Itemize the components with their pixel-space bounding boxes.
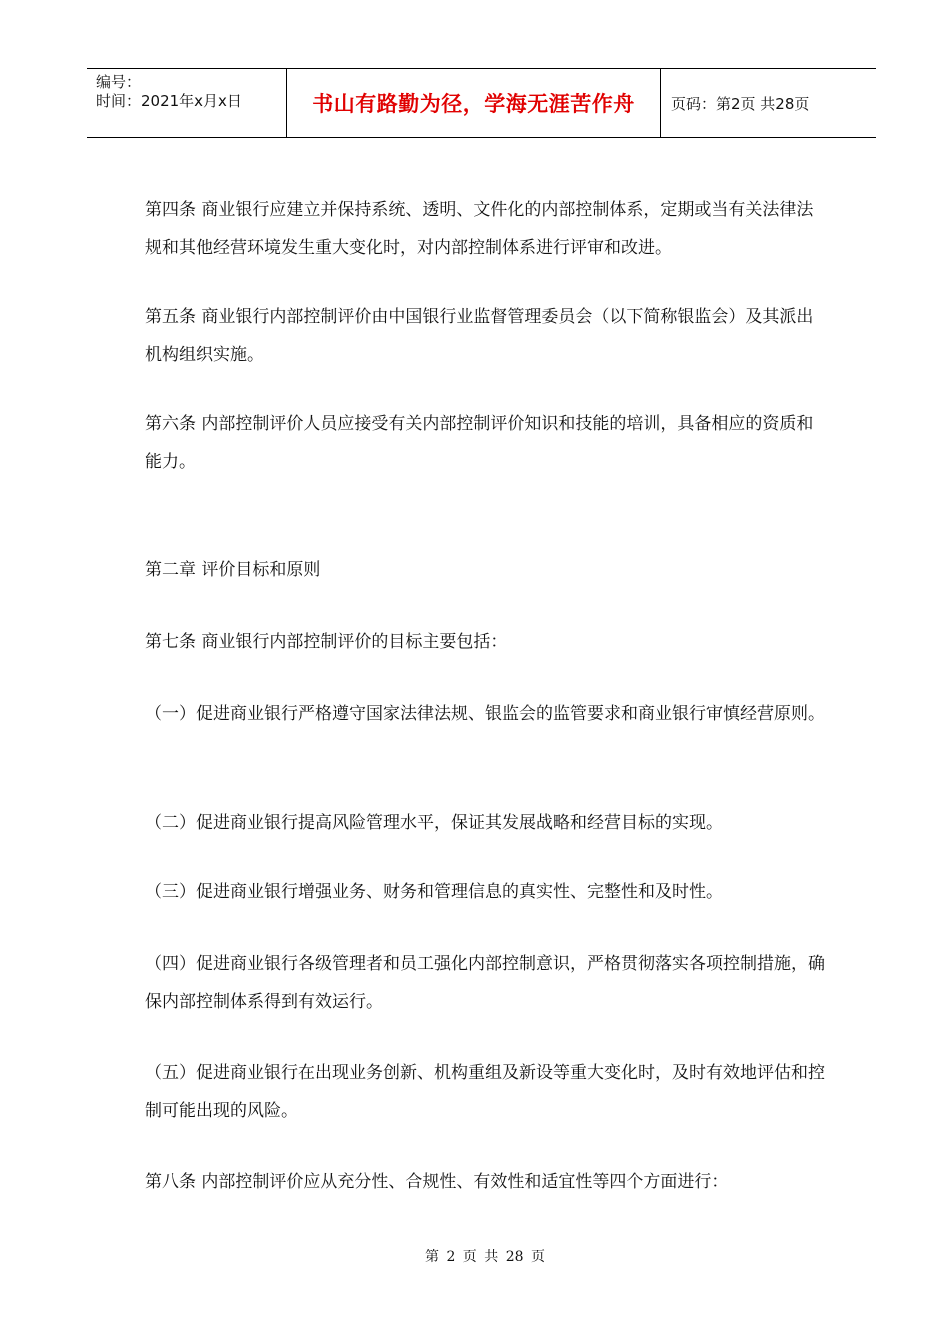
header-page-info: 页码：第2页 共28页 <box>671 94 810 113</box>
header-motto: 书山有路勤为径，学海无涯苦作舟 <box>287 69 661 137</box>
document-time-label: 时间：2021年x月x日 <box>96 92 242 110</box>
article-4: 第四条 商业银行应建立并保持系统、透明、文件化的内部控制体系，定期或当有关法律法规和其他经营环境发生重大变化时，对内部控制体系进行评审和改进。 <box>145 200 814 258</box>
article-5: 第五条 商业银行内部控制评价由中国银行业监督管理委员会（以下简称银监会）及其派出机构组织实施。 <box>145 307 814 365</box>
chapter-2-heading: 第二章 评价目标和原则 <box>145 560 321 580</box>
goal-item-3: （三）促进商业银行增强业务、财务和管理信息的真实性、完整性和及时性。 <box>145 882 723 902</box>
goal-item-4: （四）促进商业银行各级管理者和员工强化内部控制意识，严格贯彻落实各项控制措施，确保内部控制体系得到有效运行。 <box>145 954 825 1012</box>
page-header <box>87 68 876 138</box>
goal-item-2: （二）促进商业银行提高风险管理水平，保证其发展战略和经营目标的实现。 <box>145 813 723 833</box>
goal-item-1: （一）促进商业银行严格遵守国家法律法规、银监会的监管要求和商业银行审慎经营原则。 <box>145 704 825 724</box>
header-meta <box>87 69 287 137</box>
article-7: 第七条 商业银行内部控制评价的目标主要包括： <box>145 632 508 652</box>
page-footer: 第 2 页 共 28 页 <box>425 1249 545 1265</box>
article-8: 第八条 内部控制评价应从充分性、合规性、有效性和适宜性等四个方面进行： <box>145 1172 729 1192</box>
article-6: 第六条 内部控制评价人员应接受有关内部控制评价知识和技能的培训，具备相应的资质和能力。 <box>145 414 814 472</box>
goal-item-5: （五）促进商业银行在出现业务创新、机构重组及新设等重大变化时，及时有效地评估和控制可能出现的风险。 <box>145 1063 825 1121</box>
document-number-label: 编号： <box>96 73 142 91</box>
